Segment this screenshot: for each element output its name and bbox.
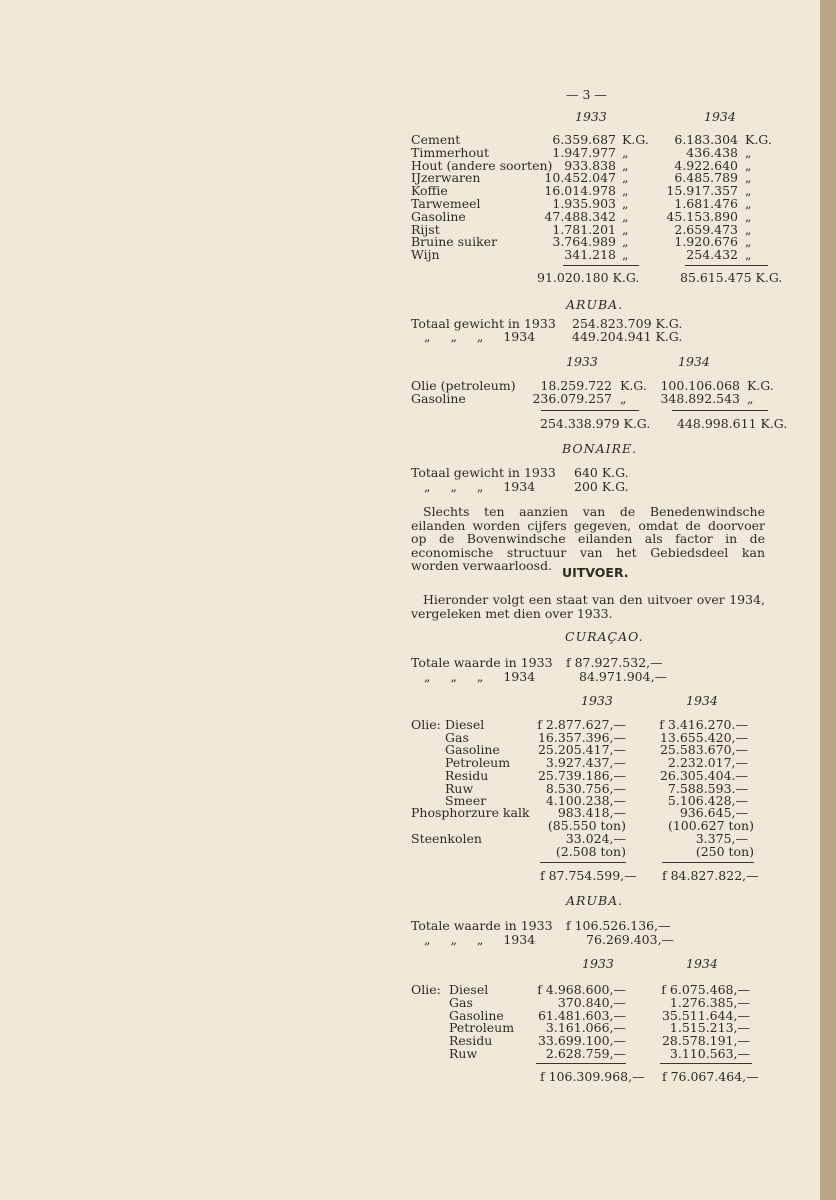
aruba-import-total-1933: 254.338.979 K.G. [540,416,651,431]
aruba-export-row-label: Residu [449,1033,493,1049]
aruba-import-row-value-1933: 18.259.722 [540,378,612,393]
curacao-export-rule-1934 [662,862,754,863]
bonaire-heading: BONAIRE. [562,441,638,456]
table1-row-label: Tarwemeel [411,196,481,211]
table1-row-value-1934: 2.659.473 [674,221,738,237]
aruba-import-total-1934: 448.998.611 K.G. [677,416,788,431]
aruba-export-row-label: Ruw [449,1046,478,1061]
curacao-export-row-label: Petroleum [445,755,511,771]
table1-rule-1933 [563,265,639,266]
aruba-export-olie-label: Olie: [411,982,441,997]
curacao-export-row-value-1934: f 3.416.270.— [659,717,748,732]
curacao-export-tot1-value: f 87.927.532,— [566,655,663,670]
table1-row-value-1934: 254.432 [686,247,738,263]
table1-rule-1934 [685,265,768,266]
table1-row-unit-1933: „ [622,144,629,160]
aruba-export-row-value-1934: 35.511.644,— [661,1007,750,1023]
curacao-export-row-value-1933: 3.927.437,— [545,755,626,771]
table1-row-value-1933: 6.359.687 [552,132,616,147]
table1-total-1933: 91.020.180 K.G. [537,270,640,285]
aruba-import-row-value-1933: 236.079.257 [532,391,612,406]
aruba-import-tot2-value: 449.204.941 K.G. [572,329,683,344]
aruba-export-heading: ARUBA. [566,893,624,908]
curacao-export-row-value-1933: f 2.877.627,— [537,717,626,732]
aruba-export-rule-1934 [660,1063,752,1064]
table1-row-unit-1934: K.G. [745,132,772,147]
curacao-export-row-label: Gas [445,729,469,745]
aruba-export-row-value-1933: 33.699.100,— [537,1033,626,1049]
curacao-export-total-1934: f 84.827.822,— [662,868,759,883]
curacao-export-tot1-label: Totale waarde in 1933 [411,655,553,670]
phosphorzure-kalk-label: Phosphorzure kalk [411,805,530,820]
table1-row-label: Koffie [411,183,448,199]
aruba-import-tot2-label: „ „ „ 1934 [424,329,536,344]
curacao-export-row-value-1934: 5.106.428,— [667,793,748,809]
aruba-import-row-unit-1933: „ [620,391,627,406]
curacao-export-year-1934: 1934 [686,693,718,708]
aruba-import-tot1-value: 254.823.709 K.G. [572,316,683,331]
curacao-export-tot2-label: „ „ „ 1934 [424,669,536,684]
aruba-export-row-value-1934: 3.110.563,— [669,1046,750,1061]
table1-row-label: Timmerhout [411,144,490,160]
aruba-import-row-unit-1934: K.G. [747,378,774,393]
aruba-import-row-value-1934: 348.892.543 [660,391,740,406]
table1-row-label: Rijst [411,221,440,237]
table1-row-value-1934: 6.485.789 [674,170,738,186]
aruba-export-row-value-1934: 1.276.385,— [669,994,750,1010]
curacao-export-row-label: Smeer [445,793,487,809]
phosphorzure-kalk-1933: 983.418,— [557,805,626,820]
aruba-import-row-label: Olie (petroleum) [411,378,516,393]
aruba-import-rule-1934 [672,410,768,411]
uitvoer-heading: UITVOER. [562,565,629,580]
table1-row-label: Hout (andere soorten) [411,157,553,173]
steenkolen-1934: 3.375,— [695,831,748,846]
table1-row-unit-1934: „ [745,170,752,186]
curacao-export-row-value-1933: 25.739.186,— [537,767,626,783]
aruba-import-heading: ARUBA. [566,297,624,312]
table1-row-value-1933: 10.452.047 [544,170,616,186]
paragraph-uitvoer: Hieronder volgt een staat van den uitvoer over 1934, vergeleken met dien over 1933. [411,592,765,621]
aruba-export-row-value-1934: 1.515.213,— [669,1020,750,1036]
curacao-export-row-value-1934: 13.655.420,— [659,729,748,745]
aruba-import-row-label: Gasoline [411,391,466,406]
curacao-export-row-value-1934: 26.305.404.— [659,767,748,783]
table1-row-value-1933: 16.014.978 [544,183,616,199]
phosphorzure-kalk-1934: 936.645,— [679,805,748,820]
curacao-export-row-label: Gasoline [445,742,500,758]
table1-row-unit-1934: „ [745,247,752,263]
table1-total-1934: 85.615.475 K.G. [680,270,783,285]
aruba-export-row-label: Gasoline [449,1007,504,1023]
curacao-export-row-value-1934: 25.583.670,— [659,742,748,758]
table1-row-label: Bruine suiker [411,234,498,250]
curacao-export-olie-label: Olie: [411,717,441,732]
page-number: — 3 — [566,87,607,102]
table1-row-unit-1934: „ [745,221,752,237]
table1-row-value-1934: 6.183.304 [674,132,738,147]
table1-row-unit-1934: „ [745,208,752,224]
table1-year-1933: 1933 [575,109,607,124]
table1-row-value-1934: 1.920.676 [674,234,738,250]
steenkolen-label: Steenkolen [411,831,482,846]
curacao-export-row-value-1934: 2.232.017,— [667,755,748,771]
bonaire-tot2-value: 200 K.G. [574,479,629,494]
aruba-export-row-label: Gas [449,994,473,1010]
aruba-export-row-value-1933: f 4.968.600,— [537,982,626,997]
table1-row-label: IJzerwaren [411,170,481,186]
table1-row-value-1933: 3.764.989 [552,234,616,250]
aruba-import-row-unit-1933: K.G. [620,378,647,393]
table1-row-unit-1934: „ [745,234,752,250]
table1-row-unit-1934: „ [745,196,752,211]
aruba-export-year-1933: 1933 [582,956,614,971]
aruba-export-row-label: Diesel [449,982,489,997]
curacao-export-row-value-1933: 8.530.756,— [545,780,626,796]
aruba-export-row-value-1933: 2.628.759,— [545,1046,626,1061]
aruba-export-total-1934: f 76.067.464,— [662,1069,759,1084]
table1-row-value-1934: 436.438 [686,144,738,160]
aruba-export-row-value-1933: 61.481.603,— [537,1007,626,1023]
bonaire-tot1-value: 640 K.G. [574,465,629,480]
table1-row-value-1934: 45.153.890 [666,208,738,224]
phosphorzure-kalk-ton-1933: (85.550 ton) [547,818,626,833]
table1-row-unit-1933: „ [622,234,629,250]
curacao-export-row-label: Diesel [445,717,485,732]
aruba-export-tot2-value: 76.269.403,— [586,932,675,947]
bonaire-tot2-label: „ „ „ 1934 [424,479,536,494]
aruba-import-row-value-1934: 100.106.068 [660,378,740,393]
table1-row-value-1933: 47.488.342 [544,208,616,224]
aruba-import-rule-1933 [541,410,639,411]
curacao-export-total-1933: f 87.754.599,— [540,868,637,883]
table1-year-1934: 1934 [704,109,736,124]
table1-row-unit-1933: „ [622,221,629,237]
curacao-export-row-value-1933: 25.205.417,— [537,742,626,758]
aruba-export-row-value-1933: 370.840,— [557,994,626,1010]
table1-row-value-1933: 1.935.903 [552,196,616,211]
page-edge [820,0,836,1200]
aruba-export-tot1-value: f 106.526.136,— [566,918,671,933]
aruba-import-year-1933: 1933 [566,354,598,369]
phosphorzure-kalk-ton-1934: (100.627 ton) [667,818,754,833]
curacao-export-row-value-1934: 7.588.593.— [667,780,748,796]
aruba-export-tot1-label: Totale waarde in 1933 [411,918,553,933]
aruba-export-row-value-1933: 3.161.066,— [545,1020,626,1036]
table1-row-unit-1933: K.G. [622,132,649,147]
aruba-export-tot2-label: „ „ „ 1934 [424,932,536,947]
paragraph-benedenwindsche: Slechts ten aanzien van de Benedenwindsche eilanden worden cijfers gegeven, omdat de doorvoer op de Bovenwindsche eilanden als factor in de economische structuur van het Gebiedsdeel kan worden verwaarloosd. [411,504,765,573]
table1-row-value-1934: 15.917.357 [666,183,738,199]
table1-row-unit-1933: „ [622,170,629,186]
aruba-export-row-value-1934: f 6.075.468,— [661,982,750,997]
table1-row-value-1933: 341.218 [564,247,616,263]
bonaire-tot1-label: Totaal gewicht in 1933 [411,465,556,480]
table1-row-unit-1933: „ [622,208,629,224]
curacao-export-rule-1933 [540,862,626,863]
aruba-export-year-1934: 1934 [686,956,718,971]
table1-row-unit-1934: „ [745,144,752,160]
aruba-export-row-label: Petroleum [449,1020,515,1036]
curacao-export-row-value-1933: 4.100.238,— [545,793,626,809]
table1-row-value-1934: 4.922.640 [674,157,738,173]
table1-row-label: Cement [411,132,461,147]
table1-row-unit-1933: „ [622,157,629,173]
table1-row-unit-1934: „ [745,183,752,199]
table1-row-unit-1933: „ [622,183,629,199]
curacao-export-row-value-1933: 16.357.396,— [537,729,626,745]
table1-row-unit-1933: „ [622,247,629,263]
aruba-import-row-unit-1934: „ [747,391,754,406]
curacao-export-heading: CURAÇAO. [565,629,644,644]
steenkolen-ton-1934: (250 ton) [695,844,754,859]
curacao-export-year-1933: 1933 [581,693,613,708]
curacao-export-row-label: Ruw [445,780,474,796]
table1-row-label: Gasoline [411,208,466,224]
table1-row-unit-1934: „ [745,157,752,173]
aruba-export-row-value-1934: 28.578.191,— [661,1033,750,1049]
curacao-export-tot2-value: 84.971.904,— [579,669,668,684]
table1-row-value-1934: 1.681.476 [674,196,738,211]
table1-row-value-1933: 1.781.201 [552,221,616,237]
steenkolen-1933: 33.024,— [565,831,626,846]
aruba-import-year-1934: 1934 [678,354,710,369]
aruba-export-rule-1933 [536,1063,626,1064]
table1-row-value-1933: 1.947.977 [552,144,616,160]
table1-row-value-1933: 933.838 [564,157,616,173]
aruba-import-tot1-label: Totaal gewicht in 1933 [411,316,556,331]
steenkolen-ton-1933: (2.508 ton) [555,844,626,859]
aruba-export-total-1933: f 106.309.968,— [540,1069,645,1084]
table1-row-label: Wijn [411,247,440,263]
curacao-export-row-label: Residu [445,767,489,783]
table1-row-unit-1933: „ [622,196,629,211]
